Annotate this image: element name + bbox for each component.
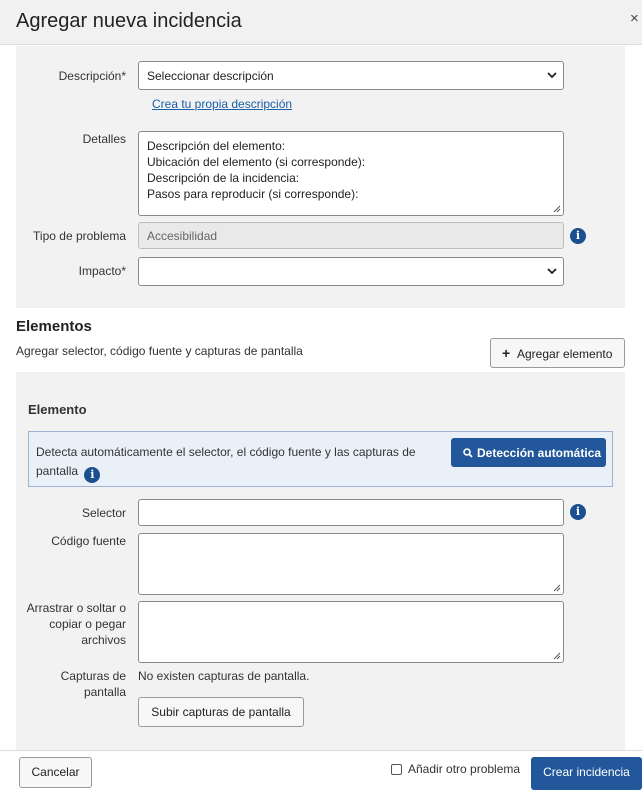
files-label-line: archivos [81, 633, 126, 647]
files-label-line: Arrastrar o soltar o [26, 601, 126, 615]
impact-select[interactable] [138, 257, 564, 286]
details-line: Ubicación del elemento (si corresponde): [147, 155, 366, 169]
description-label: Descripción* [58, 69, 126, 83]
add-another-label[interactable]: Añadir otro problema [408, 762, 521, 776]
problem-type-label: Tipo de problema [33, 229, 126, 243]
search-icon [463, 448, 473, 458]
auto-detect-text [36, 443, 426, 483]
elements-subtitle: Agregar selector, código fuente y capturas de pantalla [16, 344, 303, 358]
details-textarea[interactable] [138, 131, 564, 216]
element-heading: Elemento [28, 402, 87, 417]
dialog-title: Agregar nueva incidencia [16, 10, 242, 32]
dialog-header [0, 0, 642, 45]
problem-type-value: Accesibilidad [147, 229, 218, 243]
create-issue-button[interactable]: Crear incidencia [531, 757, 642, 790]
description-selected-value: Seleccionar descripción [147, 69, 274, 83]
add-element-label: Agregar elemento [517, 347, 613, 361]
chevron-down-icon [547, 70, 557, 80]
screenshots-empty-text: No existen capturas de pantalla. [138, 669, 310, 683]
resize-handle-icon[interactable] [553, 205, 561, 213]
details-line: Pasos para reproducir (si corresponde): [147, 187, 359, 201]
problem-type-field [138, 222, 564, 249]
info-icon[interactable]: i [570, 504, 586, 520]
files-label-line: copiar o pegar [49, 617, 126, 631]
auto-detect-button[interactable] [451, 438, 606, 467]
impact-label: Impacto* [78, 264, 126, 278]
cancel-button[interactable]: Cancelar [19, 757, 92, 788]
elements-heading: Elementos [16, 318, 92, 335]
auto-detect-label: Detección automática [477, 446, 602, 460]
add-element-button[interactable] [490, 338, 625, 368]
source-code-label: Código fuente [51, 534, 126, 548]
details-line: Descripción de la incidencia: [147, 171, 300, 185]
close-icon[interactable]: × [630, 10, 639, 27]
files-dropzone[interactable] [138, 601, 564, 663]
resize-handle-icon[interactable] [553, 584, 561, 592]
details-line: Descripción del elemento: [147, 139, 286, 153]
create-own-description-link[interactable]: Crea tu propia descripción [152, 97, 293, 111]
files-label [16, 600, 126, 648]
screenshots-label-line: Capturas de [60, 669, 126, 683]
resize-handle-icon[interactable] [553, 652, 561, 660]
details-label: Detalles [82, 132, 126, 146]
screenshots-label-line: pantalla [83, 685, 126, 699]
info-icon[interactable]: i [570, 228, 586, 244]
description-select[interactable] [138, 61, 564, 90]
screenshots-label [40, 668, 126, 700]
source-code-textarea[interactable] [138, 533, 564, 595]
plus-icon: + [502, 345, 511, 361]
add-another-checkbox[interactable] [391, 764, 402, 775]
selector-input[interactable] [138, 499, 564, 526]
auto-detect-description: Detecta automáticamente el selector, el código fuente y las capturas de pantalla [36, 445, 416, 478]
chevron-down-icon [547, 266, 557, 276]
upload-screenshots-button[interactable]: Subir capturas de pantalla [138, 697, 304, 727]
selector-label: Selector [81, 506, 126, 520]
info-icon[interactable]: i [84, 467, 100, 483]
